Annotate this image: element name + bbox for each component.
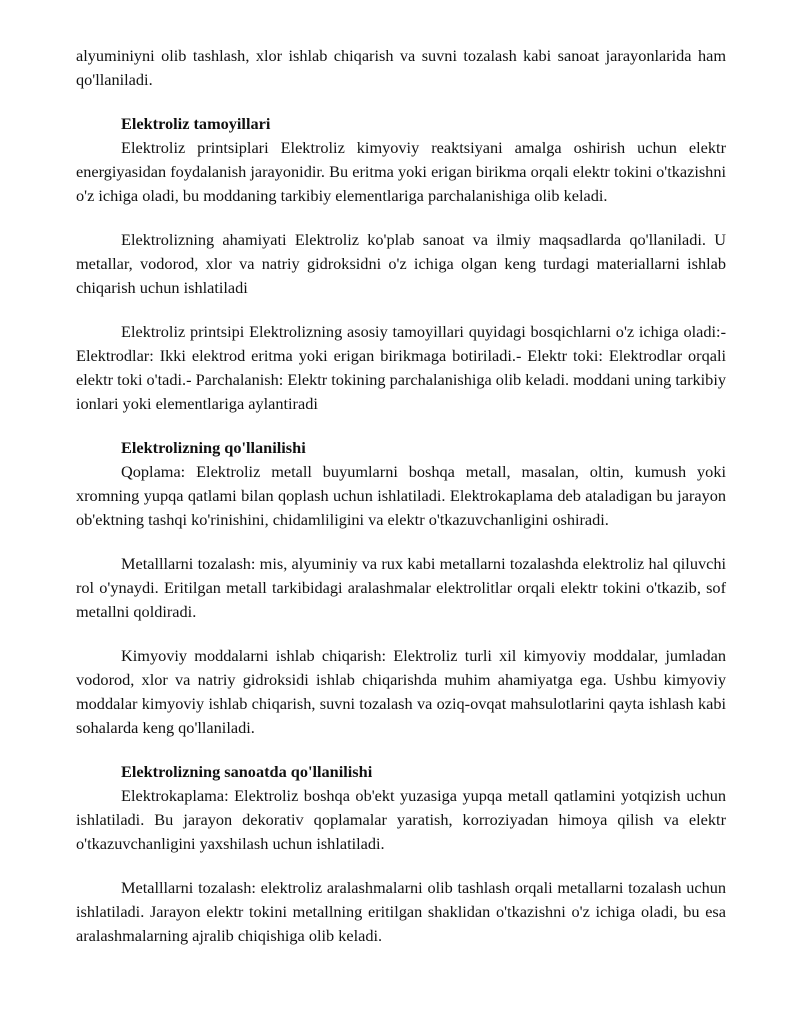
heading-applications: Elektrolizning qo'llanilishi (121, 438, 306, 457)
paragraph-chemical-production: Kimyoviy moddalarni ishlab chiqarish: Elektroliz turli xil kimyoviy moddalar, jumladan vodorod, xlor va natriy gidroksidi ishlab chiqarishda muhim ahamiyatga ega. Ushbu kimyoviy moddalar kimyoviy ishlab chiqarish, suvni tozalash va oziq-ovqat mahsulotlarini qayta ishlash kabi sohalarda keng qo'llaniladi. (76, 646, 726, 737)
paragraph-continuation: alyuminiyni olib tashlash, xlor ishlab chiqarish va suvni tozalash kabi sanoat jarayonlarida ham qo'llaniladi. (76, 46, 726, 89)
document-page (76, 44, 726, 948)
paragraph-metal-purification: Metalllarni tozalash: elektroliz aralashmalarni olib tashlash orqali metallarni tozalash uchun ishlatiladi. Jarayon elektr tokini metallning eritilgan shaklidan o'tkazishni o'z ichiga oladi, bu esa aralashmalarning ajralib chiqishiga olib keladi. (76, 878, 726, 945)
paragraph-principles-intro: Elektroliz printsiplari Elektroliz kimyoviy reaktsiyani amalga oshirish uchun elektr energiyasidan foydalanish jarayonidir. Bu eritma yoki erigan birikma orqali elektr tokini o'tkazishni o'z ichiga oladi, bu moddaning tarkibiy elementlariga parchalanishiga olib keladi. (76, 138, 726, 205)
paragraph-principle-steps: Elektroliz printsipi Elektrolizning asosiy tamoyillari quyidagi bosqichlarni o'z ichiga oladi:- Elektrodlar: Ikki elektrod eritma yoki erigan birikmaga botiriladi.- Elektr toki: Elektrodlar orqali elektr toki o'tadi.- Parchalanish: Elektr tokining parchalanishiga olib keladi. moddani uning tarkibiy ionlari yoki elementlariga aylantiradi (76, 322, 726, 413)
paragraph-metal-refining: Metalllarni tozalash: mis, alyuminiy va rux kabi metallarni tozalashda elektroliz hal qiluvchi rol o'ynaydi. Eritilgan metall tarkibidagi aralashmalar elektrolitlar orqali elektr tokini o'tkazib, sof metallni qoldiradi. (76, 554, 726, 621)
paragraph-importance: Elektrolizning ahamiyati Elektroliz ko'plab sanoat va ilmiy maqsadlarda qo'llaniladi. U metallar, vodorod, xlor va natriy gidroksidni o'z ichiga olgan keng turdagi materiallarni ishlab chiqarish uchun ishlatiladi (76, 230, 726, 297)
paragraph-plating: Qoplama: Elektroliz metall buyumlarni boshqa metall, masalan, oltin, kumush yoki xromning yupqa qatlami bilan qoplash uchun ishlatiladi. Elektrokaplama deb ataladigan bu jarayon ob'ektning tashqi ko'rinishini, chidamliligini va elektr o'tkazuvchanligini oshiradi. (76, 462, 726, 529)
heading-principles: Elektroliz tamoyillari (121, 114, 271, 133)
heading-industrial-applications: Elektrolizning sanoatda qo'llanilishi (121, 762, 373, 781)
paragraph-electroplating: Elektrokaplama: Elektroliz boshqa ob'ekt yuzasiga yupqa metall qatlamini yotqizish uchun ishlatiladi. Bu jarayon dekorativ qoplamalar yaratish, korroziyadan himoya qilish va elektr o'tkazuvchanligini yaxshilash uchun ishlatiladi. (76, 786, 726, 853)
